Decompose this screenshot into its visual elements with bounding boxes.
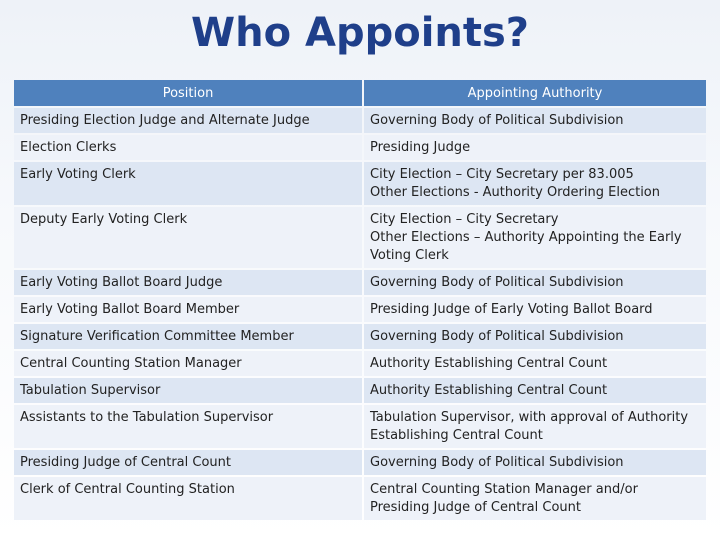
authority-cell [364, 450, 706, 475]
authority-line: Tabulation Supervisor, with approval of Authority Establishing Central Count [370, 410, 689, 443]
authority-line: City Election – City Secretary per 83.005 [370, 167, 634, 182]
authority-cell [364, 162, 706, 205]
authority-line: Governing Body of Political Subdivision [370, 275, 624, 290]
table-row [14, 450, 706, 475]
authority-cell [364, 297, 706, 322]
authority-line: Presiding Judge of Early Voting Ballot Board [370, 302, 653, 317]
position-cell: Clerk of Central Counting Station [14, 477, 362, 520]
authority-line: Central Counting Station Manager and/or Presiding Judge of Central Count [370, 482, 638, 515]
authority-line: Governing Body of Political Subdivision [370, 455, 624, 470]
position-cell: Tabulation Supervisor [14, 378, 362, 403]
position-cell: Early Voting Ballot Board Member [14, 297, 362, 322]
authority-line: City Election – City Secretary [370, 212, 559, 227]
table-header-row [14, 80, 706, 106]
table-row [14, 477, 706, 520]
authority-line: Other Elections – Authority Appointing the Early Voting Clerk [370, 230, 682, 263]
position-cell: Assistants to the Tabulation Supervisor [14, 405, 362, 448]
column-header-appointing-authority: Appointing Authority [364, 80, 706, 106]
table-row [14, 135, 706, 160]
authority-cell [364, 405, 706, 448]
table-row [14, 351, 706, 376]
table-row [14, 207, 706, 268]
position-cell: Deputy Early Voting Clerk [14, 207, 362, 268]
authority-cell [364, 324, 706, 349]
authority-line: Authority Establishing Central Count [370, 356, 608, 371]
authority-line: Governing Body of Political Subdivision [370, 113, 624, 128]
table-row [14, 270, 706, 295]
position-cell: Central Counting Station Manager [14, 351, 362, 376]
position-cell: Early Voting Ballot Board Judge [14, 270, 362, 295]
authority-cell [364, 270, 706, 295]
authority-cell [364, 351, 706, 376]
authority-cell [364, 108, 706, 133]
table-body [14, 108, 706, 520]
authority-cell [364, 207, 706, 268]
authority-cell [364, 477, 706, 520]
table-row [14, 297, 706, 322]
position-cell: Presiding Election Judge and Alternate Judge [14, 108, 362, 133]
appointments-table [12, 78, 708, 522]
table-row [14, 405, 706, 448]
position-cell: Signature Verification Committee Member [14, 324, 362, 349]
authority-cell [364, 135, 706, 160]
authority-line: Authority Establishing Central Count [370, 383, 608, 398]
authority-line: Presiding Judge [370, 140, 471, 155]
position-cell: Election Clerks [14, 135, 362, 160]
table-row [14, 324, 706, 349]
position-cell: Early Voting Clerk [14, 162, 362, 205]
table-row [14, 108, 706, 133]
column-header-position: Position [14, 80, 362, 106]
table-row [14, 162, 706, 205]
authority-line: Other Elections - Authority Ordering Election [370, 185, 660, 200]
table-row [14, 378, 706, 403]
authority-cell [364, 378, 706, 403]
page-title: Who Appoints? [190, 10, 530, 56]
authority-line: Governing Body of Political Subdivision [370, 329, 624, 344]
position-cell: Presiding Judge of Central Count [14, 450, 362, 475]
